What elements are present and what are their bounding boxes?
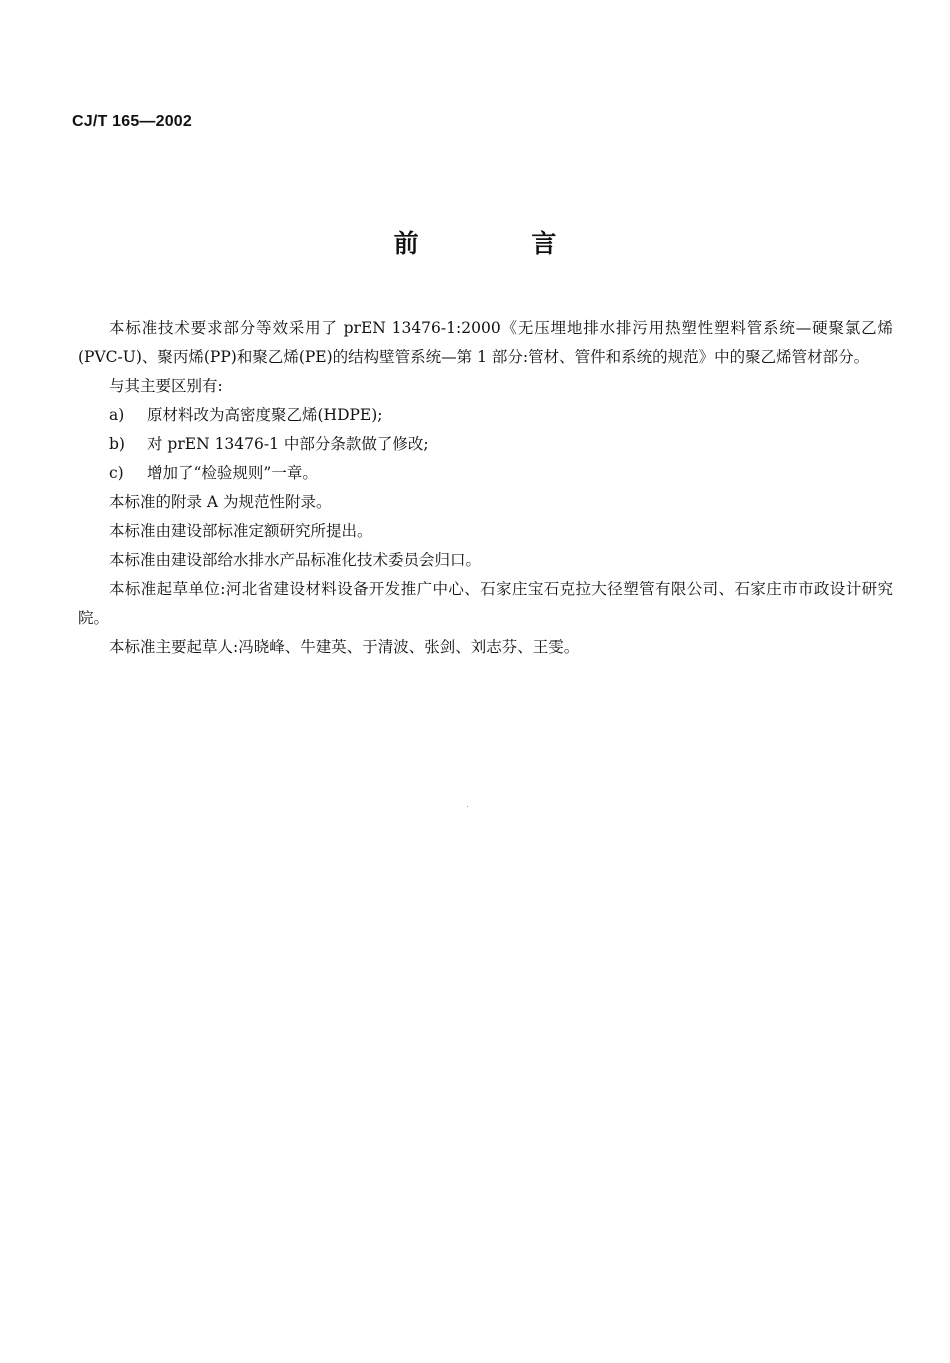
- list-item-text: 增加了“检验规则”一章。: [147, 464, 318, 482]
- drafters-paragraph: 本标准主要起草人:冯晓峰、牛建英、于清波、张剑、刘志芬、王雯。: [109, 638, 580, 656]
- list-item: [78, 401, 893, 430]
- standard-code: CJ/T 165—2002: [72, 113, 193, 130]
- intro-paragraph: 本标准技术要求部分等效采用了 prEN 13476-1:2000《无压埋地排水排污用热塑性塑料管系统—硬聚氯乙烯(PVC-U)、聚丙烯(PP)和聚乙烯(PE)的结构壁管系统—第 1 部分:管材、管件和系统的规范》中的聚乙烯管材部分。: [78, 319, 893, 366]
- list-item-text: 对 prEN 13476-1 中部分条款做了修改;: [147, 435, 429, 453]
- differences-lead: 与其主要区别有:: [109, 377, 223, 395]
- centralized-by-paragraph: 本标准由建设部给水排水产品标准化技术委员会归口。: [109, 551, 482, 569]
- page-title: 前 言: [393, 229, 609, 258]
- list-item: [78, 459, 893, 488]
- drafting-units-paragraph: 本标准起草单位:河北省建设材料设备开发推广中心、石家庄宝石克拉大径塑管有限公司、石家庄市市政设计研究院。: [78, 580, 893, 627]
- annex-paragraph: 本标准的附录 A 为规范性附录。: [109, 493, 332, 511]
- proposed-by-paragraph: 本标准由建设部标准定额研究所提出。: [109, 522, 373, 540]
- list-marker: b): [109, 435, 125, 453]
- list-item-text: 原材料改为高密度聚乙烯(HDPE);: [147, 406, 383, 424]
- foreword-body: [78, 314, 893, 662]
- list-item: [78, 430, 893, 459]
- list-marker: c): [109, 464, 124, 482]
- list-marker: a): [109, 406, 125, 424]
- scan-speck: [467, 806, 468, 807]
